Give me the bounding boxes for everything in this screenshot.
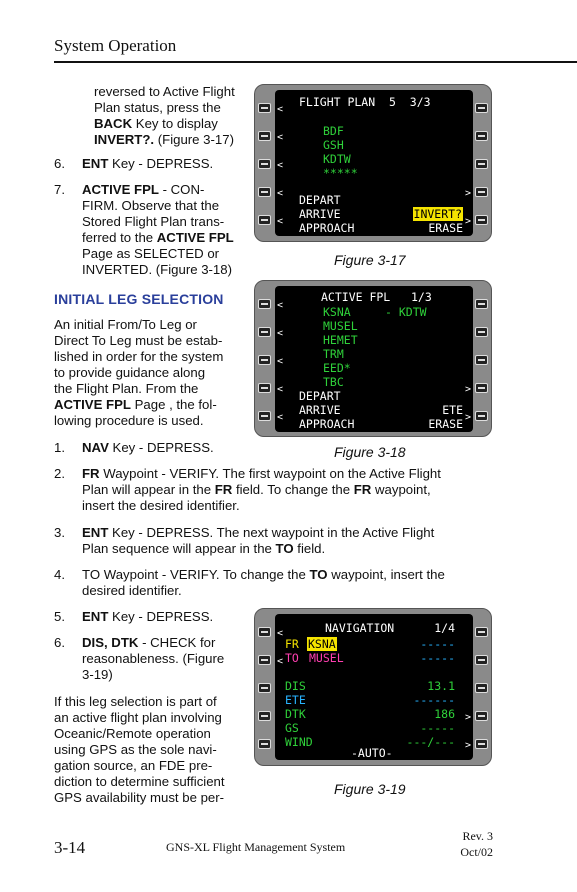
fig18-arrive: ARRIVE <box>299 403 341 417</box>
fig18-approach: APPROACH <box>299 417 355 431</box>
fig19-screen <box>275 614 473 760</box>
fig18-lsk-l3[interactable] <box>258 355 271 365</box>
fig17-left-arrow-icon: < <box>277 132 284 143</box>
fig17-lsk-l1[interactable] <box>258 103 271 113</box>
fig19-gs-value: ----- <box>420 721 455 735</box>
fig17-waypoint: ***** <box>323 166 358 180</box>
step-3-ent-key: 3. ENT Key - DEPRESS. The next waypoint in the Active Flight Plan sequence will appear in the TO field. <box>54 525 435 556</box>
fig17-depart: DEPART <box>299 193 341 207</box>
fig17-invert: INVERT? <box>413 207 462 221</box>
header-rule <box>54 61 577 63</box>
fig18-left-arrow-icon: < <box>277 300 284 311</box>
fig18-waypoint: MUSEL <box>323 319 358 333</box>
fig19-lsk-l1[interactable] <box>258 627 271 637</box>
fig19-right-arrow-icon: > <box>464 740 471 751</box>
fig19-lsk-l5[interactable] <box>258 739 271 749</box>
fig19-to-dashes: ----- <box>420 651 455 665</box>
fig18-lsk-r5[interactable] <box>475 411 488 421</box>
step-5-ent-key: 5. ENT Key - DEPRESS. <box>54 609 214 624</box>
fig18-right-arrow-icon: > <box>464 412 471 423</box>
fig19-caption: Figure 3-19 <box>334 781 406 797</box>
fde-paragraph: If this leg selection is part of an active flight plan involving Oceanic/Remote operation using GPS as the sole navi- gation source, an FDE pre- diction to determine sufficient GPS availability must be per- <box>54 694 225 805</box>
fig18-left-arrow-icon: < <box>277 384 284 395</box>
fig19-left-arrow-icon: < <box>277 628 284 639</box>
fig17-lsk-l5[interactable] <box>258 215 271 225</box>
fig19-dis-label: DIS <box>285 679 306 693</box>
fig19-lsk-r1[interactable] <box>475 627 488 637</box>
fig17-erase: ERASE <box>428 221 463 235</box>
fig17-screen <box>275 90 473 236</box>
fig19-right-arrow-icon: > <box>464 712 471 723</box>
fig19-to-value[interactable]: MUSEL <box>309 651 344 665</box>
step-2-fr-waypoint: 2. FR Waypoint - VERIFY. The first waypoint on the Active Flight Plan will appear in the FR field. To change the FR waypoint, insert the desired identifier. <box>54 466 441 513</box>
section-heading: INITIAL LEG SELECTION <box>54 291 224 307</box>
fig19-wind-label: WIND <box>285 735 313 749</box>
fig19-to-label: TO <box>285 651 299 665</box>
fig18-display-bezel <box>254 280 492 437</box>
fig18-lsk-l4[interactable] <box>258 383 271 393</box>
fig19-lsk-l2[interactable] <box>258 655 271 665</box>
fig18-lsk-l2[interactable] <box>258 327 271 337</box>
fig18-ete: ETE <box>442 403 463 417</box>
fig17-left-arrow-icon: < <box>277 216 284 227</box>
fig17-lsk-r5[interactable] <box>475 215 488 225</box>
fig19-title: NAVIGATION <box>325 621 395 635</box>
fig17-waypoint: BDF <box>323 124 344 138</box>
fig17-right-arrow-icon: > <box>464 216 471 227</box>
fig17-right-arrow-icon: > <box>464 188 471 199</box>
fig19-lsk-r3[interactable] <box>475 683 488 693</box>
fig17-lsk-r3[interactable] <box>475 159 488 169</box>
fig18-lsk-r1[interactable] <box>475 299 488 309</box>
fig19-page-number: 1/4 <box>434 621 455 635</box>
step-7-active-fpl: 7. ACTIVE FPL - CON- FIRM. Observe that the Stored Flight Plan trans- ferred to the ACTIVE FPL Page as SELECTED or INVERTED. (Figure 3-18) <box>54 182 234 277</box>
fig19-lsk-r4[interactable] <box>475 711 488 721</box>
fig17-waypoint: GSH <box>323 138 344 152</box>
fig19-lsk-l4[interactable] <box>258 711 271 721</box>
fig19-lsk-r2[interactable] <box>475 655 488 665</box>
fig19-ete-value: ------ <box>413 693 455 707</box>
footer-revision: Rev. 3 Oct/02 <box>460 829 493 859</box>
step-4-to-waypoint: 4. TO Waypoint - VERIFY. To change the TO waypoint, insert the desired identifier. <box>54 567 445 598</box>
fig17-lsk-l2[interactable] <box>258 131 271 141</box>
fig17-display-bezel <box>254 84 492 242</box>
step-6-ent-key: 6. ENT Key - DEPRESS. <box>54 156 214 171</box>
fig18-left-arrow-icon: < <box>277 328 284 339</box>
leg-selection-paragraph: An initial From/To Leg or Direct To Leg must be estab- lished in order for the system to provide guidance along the Flight Plan. From the ACTIVE FPL Page , the fol- lowing procedure is used. <box>54 317 224 428</box>
fig19-fr-value[interactable]: KSNA <box>308 637 336 651</box>
fig19-dis-value: 13.1 <box>427 679 455 693</box>
fig18-title: ACTIVE FPL 1/3 <box>321 290 432 304</box>
intro-paragraph: reversed to Active Flight Plan status, press the BACK Key to display INVERT?. (Figure 3-17) <box>94 84 235 147</box>
fig18-erase: ERASE <box>428 417 463 431</box>
fig17-lsk-l4[interactable] <box>258 187 271 197</box>
fig18-left-arrow-icon: < <box>277 356 284 367</box>
fig17-left-arrow-icon: < <box>277 104 284 115</box>
fig19-fr-dashes: ----- <box>420 637 455 651</box>
step-1-nav-key: 1. NAV Key - DEPRESS. <box>54 440 214 455</box>
fig18-waypoint: HEMET <box>323 333 358 347</box>
fig18-waypoint: TRM <box>323 347 344 361</box>
fig18-screen <box>275 286 473 432</box>
fig19-dtk-value: 186 <box>434 707 455 721</box>
fig18-right-arrow-icon: > <box>464 384 471 395</box>
fig19-dtk-label: DTK <box>285 707 306 721</box>
fig18-caption: Figure 3-18 <box>334 444 406 460</box>
fig18-lsk-r2[interactable] <box>475 327 488 337</box>
step-6-dis-dtk: 6. DIS, DTK - CHECK for reasonableness. (Figure 3-19) <box>54 635 225 682</box>
fig19-gs-label: GS <box>285 721 299 735</box>
fig18-lsk-r4[interactable] <box>475 383 488 393</box>
fig19-lsk-r5[interactable] <box>475 739 488 749</box>
fig17-lsk-r2[interactable] <box>475 131 488 141</box>
fig18-depart: DEPART <box>299 389 341 403</box>
footer-page-number: 3-14 <box>54 838 86 857</box>
fig19-wind-value: ---/--- <box>406 735 455 749</box>
fig17-left-arrow-icon: < <box>277 160 284 171</box>
fig17-lsk-r1[interactable] <box>475 103 488 113</box>
fig17-waypoint: KDTW <box>323 152 351 166</box>
fig17-approach: APPROACH <box>299 221 355 235</box>
fig18-destination: - KDTW <box>385 305 427 319</box>
fig19-display-bezel <box>254 608 492 766</box>
fig18-lsk-l1[interactable] <box>258 299 271 309</box>
fig18-first-waypoint: KSNA <box>323 305 351 319</box>
fig18-waypoint: EED* <box>323 361 351 375</box>
fig19-auto-mode: -AUTO- <box>351 746 393 760</box>
page-header: System Operation <box>54 36 177 55</box>
fig18-lsk-r3[interactable] <box>475 355 488 365</box>
fig19-lsk-l3[interactable] <box>258 683 271 693</box>
fig17-lsk-r4[interactable] <box>475 187 488 197</box>
fig17-caption: Figure 3-17 <box>334 252 406 268</box>
fig18-lsk-l5[interactable] <box>258 411 271 421</box>
fig17-left-arrow-icon: < <box>277 188 284 199</box>
fig17-title: FLIGHT PLAN 5 3/3 <box>299 95 431 109</box>
fig19-fr-label: FR <box>285 637 299 651</box>
fig17-lsk-l3[interactable] <box>258 159 271 169</box>
footer-manual-title: GNS-XL Flight Management System <box>166 840 346 854</box>
fig19-left-arrow-icon: < <box>277 656 284 667</box>
fig17-arrive: ARRIVE <box>299 207 341 221</box>
fig19-ete-label: ETE <box>285 693 306 707</box>
fig18-waypoint: TBC <box>323 375 344 389</box>
fig18-left-arrow-icon: < <box>277 412 284 423</box>
